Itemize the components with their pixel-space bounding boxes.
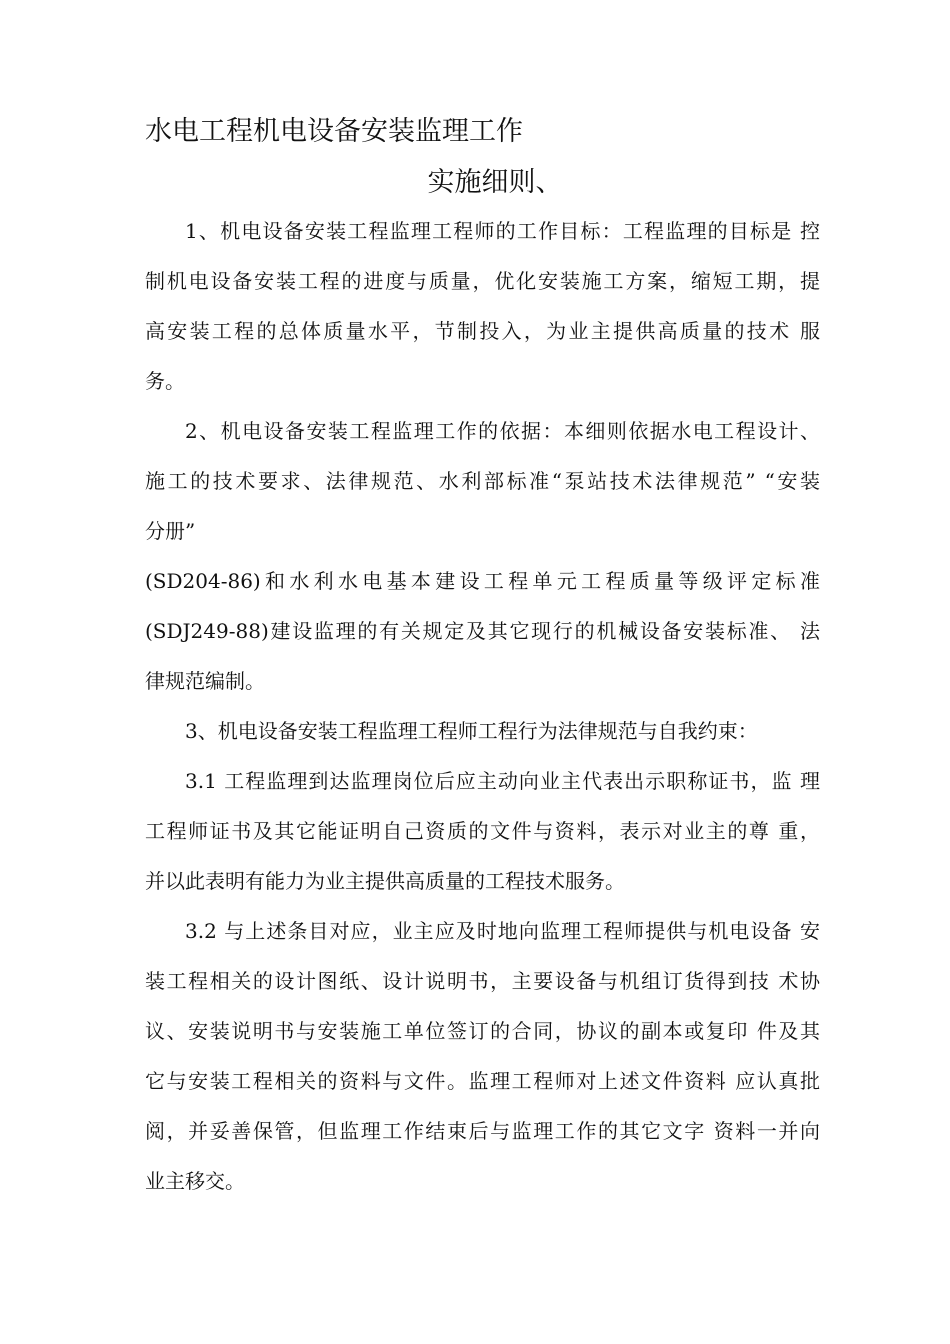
document-title-line-1: 水电工程机电设备安装监理工作: [145, 116, 523, 147]
text-line: 律规范编制。: [145, 669, 265, 693]
text-line: 1、机电设备安装工程监理工程师的工作目标：工程监理的目标是 控: [185, 219, 820, 243]
text-line: 施工的技术要求、法律规范、水利部标准“泵站技术法律规范” “安装: [145, 469, 820, 493]
text-line: 分册”: [145, 519, 196, 543]
document-body: [145, 206, 820, 1206]
paragraph-work-basis: [145, 406, 820, 706]
text-line: 工程师证书及其它能证明自己资质的文件与资料，表示对业主的尊 重，: [145, 819, 820, 843]
text-line: 3.2 与上述条目对应，业主应及时地向监理工程师提供与机电设备 安: [185, 919, 820, 943]
text-line: 制机电设备安装工程的进度与质量，优化安装施工方案，缩短工期，提: [145, 269, 820, 293]
text-line: 业主移交。: [145, 1169, 245, 1193]
paragraph-work-goal: [145, 206, 820, 406]
text-line: 2、机电设备安装工程监理工作的依据：本细则依据水电工程设计、: [185, 419, 820, 443]
paragraph-section-3-2: [145, 906, 820, 1206]
text-line: 并以此表明有能力为业主提供高质量的工程技术服务。: [145, 869, 625, 893]
document-title-line-2: 实施细则、: [427, 167, 563, 198]
paragraph-section-3-1: [145, 756, 820, 906]
text-line: (SDJ249-88)建设监理的有关规定及其它现行的机械设备安装标准、 法: [145, 619, 820, 643]
text-line: 3、机电设备安装工程监理工程师工程行为法律规范与自我约束：: [185, 719, 758, 743]
text-line: 装工程相关的设计图纸、设计说明书，主要设备与机组订货得到技 术协: [145, 969, 820, 993]
paragraph-conduct-norms: [145, 706, 820, 756]
text-line: (SD204-86)和水利水电基本建设工程单元工程质量等级评定标准: [145, 569, 820, 593]
text-line: 高安装工程的总体质量水平，节制投入，为业主提供高质量的技术 服: [145, 319, 820, 343]
text-line: 阅，并妥善保管，但监理工作结束后与监理工作的其它文字 资料一并向: [145, 1119, 820, 1143]
text-line: 它与安装工程相关的资料与文件。监理工程师对上述文件资料 应认真批: [145, 1069, 820, 1093]
text-line: 3.1 工程监理到达监理岗位后应主动向业主代表出示职称证书，监 理: [185, 769, 820, 793]
text-line: 务。: [145, 369, 185, 393]
text-line: 议、安装说明书与安装施工单位签订的合同，协议的副本或复印 件及其: [145, 1019, 820, 1043]
